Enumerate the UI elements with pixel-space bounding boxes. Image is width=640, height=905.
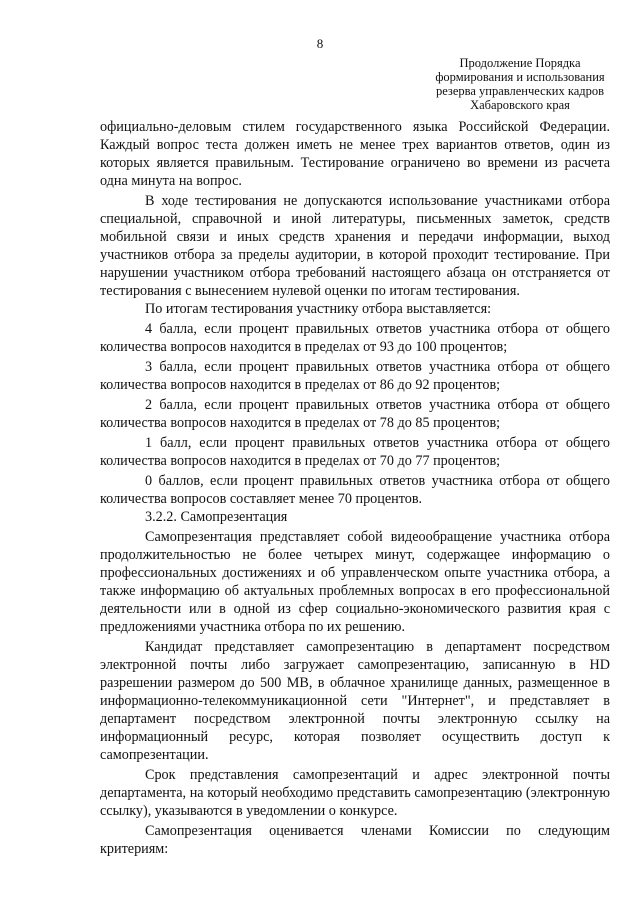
document-body xyxy=(100,118,610,858)
header-line: Хабаровского края xyxy=(470,98,570,112)
document-header xyxy=(412,56,628,112)
paragraph: Кандидат представляет самопрезентацию в департамент посредством электронной почты либо загружает самопрезентацию, записанную в HD разрешении размером до 500 MB, в облачное хранилище данных, размещенное в информационно-телекоммуникационной сети "Интернет", и представляет в департамент посредством электронной почты электронную ссылку на информационный ресурс, которая позволяет осуществить доступ к самопрезентации. xyxy=(100,639,610,763)
paragraph: По итогам тестирования участнику отбора выставляется: xyxy=(145,301,492,317)
score-item: 2 балла, если процент правильных ответов участника отбора от общего количества вопросов находится в пределах от 78 до 85 процентов; xyxy=(100,397,610,431)
header-line: резерва управленческих кадров xyxy=(435,84,605,98)
section-heading: 3.2.2. Самопрезентация xyxy=(145,509,288,525)
page-number: 8 xyxy=(316,36,324,51)
score-item: 1 балл, если процент правильных ответов участника отбора от общего количества вопросов находится в пределах от 70 до 77 процентов; xyxy=(100,435,610,469)
paragraph: Самопрезентация представляет собой видеообращение участника отбора продолжительностью не более четырех минут, содержащее информацию о профессиональных достижениях и об управленческом опыте участника отбора, а также информацию об актуальных проблемных вопросах в его профессиональной деятельности или в одной из сфер социально-экономического развития края с предложениями участника отбора по их решению. xyxy=(100,529,610,635)
paragraph: официально-деловым стилем государственного языка Российской Федерации. Каждый вопрос теста должен иметь не менее трех вариантов ответов, один из которых является правильным. Тестирование ограничено во времени из расчета одна минута на вопрос. xyxy=(100,119,610,189)
paragraph: Самопрезентация оценивается членами Комиссии по следующим критериям: xyxy=(100,823,610,857)
score-item: 3 балла, если процент правильных ответов участника отбора от общего количества вопросов находится в пределах от 86 до 92 процентов; xyxy=(100,359,610,393)
score-item: 0 баллов, если процент правильных ответов участника отбора от общего количества вопросов составляет менее 70 процентов. xyxy=(100,473,610,507)
score-item: 4 балла, если процент правильных ответов участника отбора от общего количества вопросов находится в пределах от 93 до 100 процентов; xyxy=(100,321,610,355)
paragraph: Срок представления самопрезентаций и адрес электронной почты департамента, на который необходимо представить самопрезентацию (электронную ссылку), указываются в уведомлении о конкурсе. xyxy=(100,767,610,819)
paragraph: В ходе тестирования не допускаются использование участниками отбора специальной, справочной и иной литературы, письменных заметок, средств мобильной связи и иных средств хранения и передачи информации, выход участников отбора за пределы аудитории, в которой проходит тестирование. При нарушении участником отбора требований настоящего абзаца он отстраняется от тестирования с вынесением нулевой оценки по итогам тестирования. xyxy=(100,193,610,299)
header-line: формирования и использования xyxy=(435,70,605,84)
header-line: Продолжение Порядка xyxy=(459,56,581,70)
